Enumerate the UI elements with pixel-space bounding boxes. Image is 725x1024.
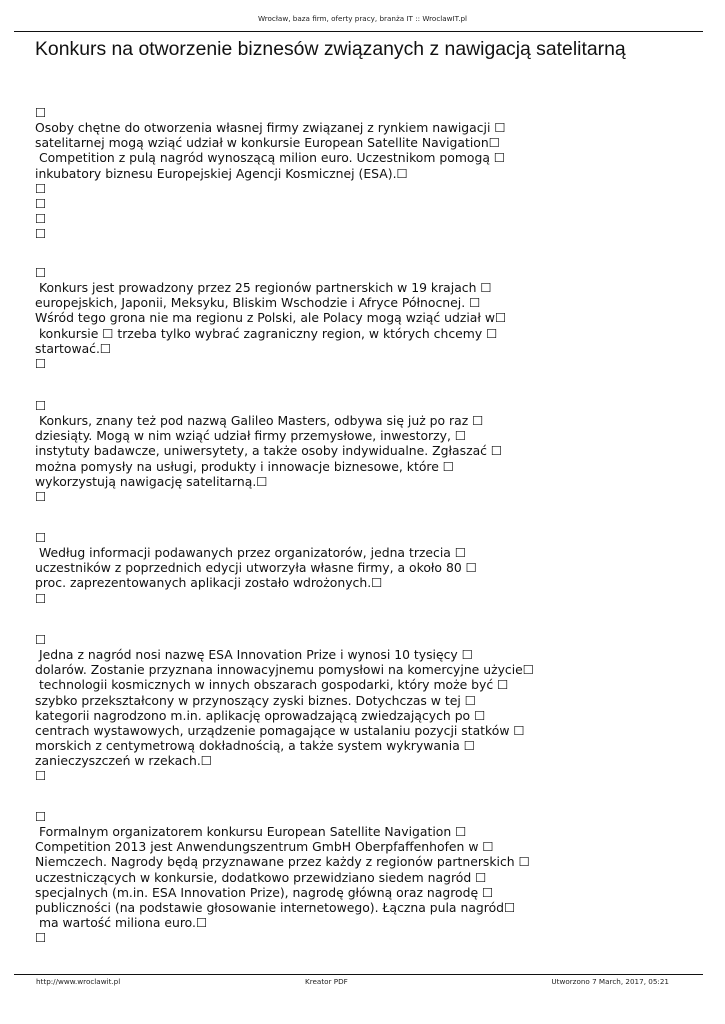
header-divider bbox=[14, 31, 703, 32]
footer-divider bbox=[14, 974, 703, 975]
paragraph-3: ☐ Konkurs, znany też pod nazwą Galileo Masters, odbywa się już po raz ☐ dziesiąty. Mogą w nim wziąć udział firmy przemysłowe, inwestorzy, ☐ instytuty badawcze, uniwersytety, a także osoby indywidualne. Zgłaszać ☐ można pomysły na usługi, produkty i innowacje biznesowe, które ☐ wykorzystują nawigację satelitarną.☐ ☐ bbox=[35, 398, 503, 504]
footer-generator: Kreator PDF bbox=[305, 977, 348, 986]
footer-created-date: Utworzono 7 March, 2017, 05:21 bbox=[551, 977, 669, 986]
paragraph-5: ☐ Jedna z nagród nosi nazwę ESA Innovation Prize i wynosi 10 tysięcy ☐ dolarów. Zostanie przyznana innowacyjnemu pomysłowi na komercyjne użycie☐ technologii kosmicznych w innych obszarach gospodarki, który może być ☐ szybko przekształcony w przynoszący zyski biznes. Dotychczas w tej ☐ kategorii nagrodzono m.in. aplikację oprowadzającą zwiedzających po ☐ centrach wystawowych, urządzenie pomagające w ustalaniu pozycji statków ☐ morskich z centymetrową dokładnością, a także system wykrywania ☐ zanieczyszczeń w rzekach.☐ ☐ bbox=[35, 632, 534, 784]
paragraph-6: ☐ Formalnym organizatorem konkursu European Satellite Navigation ☐ Competition 2013 jest Anwendungszentrum GmbH Oberpfaffenhofen w ☐ Niemczech. Nagrody będą przyznawane przez każdy z regionów partnerskich ☐ uczestniczących w konkursie, dodatkowo przewidziano siedem nagród ☐ specjalnych (m.in. ESA Innovation Prize), nagrodę główną oraz nagrodę ☐ publiczności (na podstawie głosowanie internetowego). Łączna pula nagród☐ ma wartość miliona euro.☐ ☐ bbox=[35, 809, 530, 946]
paragraph-1: ☐ Osoby chętne do otworzenia własnej firmy związanej z rynkiem nawigacji ☐ satelitarnej mogą wziąć udział w konkursie European Satellite Navigation☐ Competition z pulą nagród wynoszącą milion euro. Uczestnikom pomogą ☐ inkubatory biznesu Europejskiej Agencji Kosmicznej (ESA).☐ ☐ ☐ ☐ ☐ bbox=[35, 105, 506, 242]
footer-url-link[interactable]: http://www.wroclawit.pl bbox=[36, 977, 121, 986]
site-header-text: Wrocław, baza firm, oferty pracy, branża IT :: WroclawIT.pl bbox=[257, 14, 468, 23]
paragraph-4: ☐ Według informacji podawanych przez organizatorów, jedna trzecia ☐ uczestników z poprzednich edycji utworzyła własne firmy, a około 80 ☐ proc. zaprezentowanych aplikacji zostało wdrożonych.☐ ☐ bbox=[35, 530, 477, 606]
paragraph-2: ☐ Konkurs jest prowadzony przez 25 regionów partnerskich w 19 krajach ☐ europejskich, Japonii, Meksyku, Bliskim Wschodzie i Afryce Północnej. ☐ Wśród tego grona nie ma regionu z Polski, ale Polacy mogą wziąć udział w☐ konkursie ☐ trzeba tylko wybrać zagraniczny region, w których chcemy ☐ startować.☐ ☐ bbox=[35, 265, 507, 371]
article-title: Konkurs na otworzenie biznesów związanych z nawigacją satelitarną bbox=[35, 38, 626, 60]
